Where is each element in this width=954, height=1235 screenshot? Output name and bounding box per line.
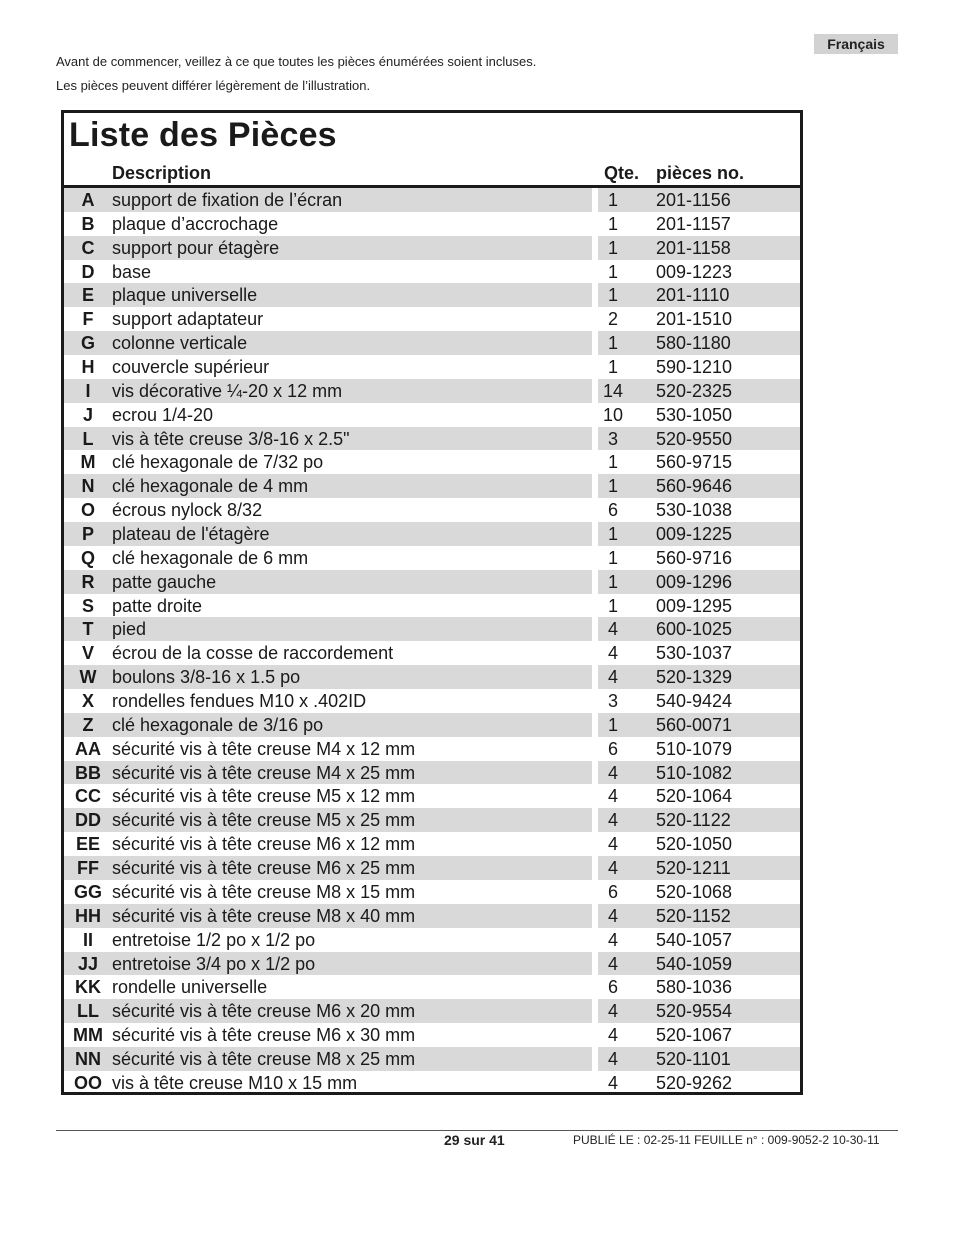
- part-number: 560-0071: [656, 714, 733, 735]
- part-qty: 1: [607, 476, 618, 497]
- part-number: 201-1157: [656, 213, 731, 234]
- part-qty: 4: [607, 619, 618, 640]
- table-row: [64, 808, 800, 832]
- part-qty: 4: [607, 786, 618, 807]
- part-description: sécurité vis à tête creuse M6 x 25 mm: [112, 858, 416, 879]
- table-row: [64, 737, 800, 761]
- part-letter: P: [81, 524, 94, 545]
- part-number: 520-9262: [656, 1072, 733, 1093]
- header-description: Description: [112, 163, 212, 183]
- part-number: 510-1079: [656, 738, 733, 759]
- part-qty: 4: [607, 1025, 618, 1046]
- part-qty: 4: [607, 1072, 618, 1093]
- part-letter: CC: [75, 786, 101, 807]
- table-row: [64, 904, 800, 928]
- table-row: [64, 594, 800, 618]
- part-description: clé hexagonale de 4 mm: [112, 476, 309, 497]
- part-qty: 1: [607, 571, 618, 592]
- table-row: [64, 880, 800, 904]
- part-qty: 1: [607, 357, 618, 378]
- part-description: clé hexagonale de 3/16 po: [112, 714, 324, 735]
- table-row: [64, 355, 800, 379]
- part-number: 201-1156: [656, 190, 731, 210]
- part-description: plaque d’accrochage: [112, 213, 279, 234]
- part-letter: J: [82, 404, 93, 425]
- table-row: [64, 617, 800, 641]
- table-row: [64, 928, 800, 952]
- table-row: [64, 331, 800, 355]
- part-number: 520-1211: [656, 858, 731, 879]
- part-letter: A: [81, 190, 95, 210]
- part-number: 560-9716: [656, 547, 733, 568]
- table-row: [64, 474, 800, 498]
- part-number: 540-9424: [656, 691, 733, 712]
- part-letter: W: [79, 667, 97, 688]
- part-qty: 1: [607, 285, 618, 306]
- footer-divider: [56, 1130, 898, 1131]
- part-letter: O: [80, 500, 95, 521]
- part-qty: 1: [607, 547, 618, 568]
- part-number: 540-1057: [656, 929, 733, 950]
- part-letter: I: [85, 380, 91, 401]
- part-qty: 3: [607, 428, 618, 449]
- part-description: sécurité vis à tête creuse M8 x 40 mm: [112, 905, 416, 926]
- table-row: [64, 856, 800, 880]
- part-qty: 6: [607, 977, 618, 998]
- part-description: sécurité vis à tête creuse M6 x 20 mm: [112, 1001, 416, 1022]
- part-description: vis à tête creuse M10 x 15 mm: [112, 1072, 358, 1093]
- table-row: [64, 522, 800, 546]
- part-qty: 4: [607, 929, 618, 950]
- part-letter: N: [81, 476, 95, 497]
- table-row: [64, 641, 800, 665]
- table-row: [64, 283, 800, 307]
- header-part-no: pièces no.: [656, 163, 745, 183]
- part-letter: C: [81, 237, 95, 258]
- part-letter: JJ: [77, 953, 99, 974]
- part-number: 560-9715: [656, 452, 733, 473]
- part-description: rondelle universelle: [112, 977, 268, 998]
- table-row: [64, 975, 800, 999]
- part-letter: NN: [75, 1048, 101, 1069]
- part-qty: 6: [607, 738, 618, 759]
- part-description: patte droite: [112, 595, 203, 616]
- part-letter: GG: [73, 881, 102, 902]
- part-description: ecrou 1/4-20: [112, 404, 214, 425]
- part-qty: 6: [607, 500, 618, 521]
- part-letter: G: [80, 333, 95, 354]
- part-number: 530-1050: [656, 404, 733, 425]
- parts-list-title: Liste des Pièces: [69, 116, 337, 154]
- part-number: 520-1152: [656, 905, 731, 926]
- part-qty: 1: [607, 213, 618, 234]
- part-qty: 1: [607, 524, 618, 545]
- part-description: entretoise 3/4 po x 1/2 po: [112, 953, 316, 974]
- part-description: sécurité vis à tête creuse M6 x 30 mm: [112, 1025, 416, 1046]
- part-qty: 3: [607, 691, 618, 712]
- part-description: boulons 3/8-16 x 1.5 po: [112, 667, 301, 688]
- part-number: 201-1158: [656, 237, 731, 258]
- part-letter: M: [80, 452, 96, 473]
- part-qty: 4: [607, 810, 618, 831]
- part-letter: BB: [75, 762, 101, 783]
- part-description: vis décorative ¼-20 x 12 mm: [112, 380, 343, 401]
- parts-list-table: [61, 110, 803, 1095]
- part-description: couvercle supérieur: [112, 357, 270, 378]
- table-row: [64, 498, 800, 522]
- part-description: sécurité vis à tête creuse M4 x 12 mm: [112, 738, 416, 759]
- publication-info: PUBLIÉ LE : 02-25-11 FEUILLE n° : 009-9052-2 10-30-11: [573, 1133, 880, 1147]
- part-description: écrous nylock 8/32: [112, 500, 263, 521]
- part-qty: 1: [607, 190, 618, 210]
- part-description: sécurité vis à tête creuse M8 x 25 mm: [112, 1048, 416, 1069]
- part-letter: KK: [75, 977, 101, 998]
- page-number: 29 sur 41: [444, 1132, 505, 1148]
- part-number: 520-1101: [656, 1048, 731, 1069]
- part-description: pied: [112, 619, 147, 640]
- part-number: 530-1038: [656, 500, 733, 521]
- part-number: 520-2325: [656, 380, 733, 401]
- part-number: 520-9554: [656, 1001, 733, 1022]
- part-qty: 1: [607, 452, 618, 473]
- part-number: 520-1050: [656, 834, 733, 855]
- table-row: [64, 570, 800, 594]
- table-row: [64, 665, 800, 689]
- table-row: [64, 260, 800, 284]
- part-description: sécurité vis à tête creuse M5 x 25 mm: [112, 810, 416, 831]
- part-letter: EE: [75, 834, 100, 855]
- parts-rows: [64, 188, 800, 1095]
- part-number: 540-1059: [656, 953, 733, 974]
- part-letter: R: [81, 571, 95, 592]
- part-number: 009-1295: [656, 595, 733, 616]
- part-letter: AA: [75, 738, 101, 759]
- part-description: clé hexagonale de 7/32 po: [112, 452, 324, 473]
- part-qty: 10: [602, 404, 624, 425]
- header-qty: Qte.: [604, 163, 640, 183]
- part-number: 201-1510: [656, 309, 733, 330]
- part-qty: 4: [607, 667, 618, 688]
- part-number: 201-1110: [656, 285, 730, 306]
- part-number: 520-1064: [656, 786, 733, 807]
- part-letter: Z: [82, 714, 94, 735]
- intro-line-1: Avant de commencer, veillez à ce que toutes les pièces énumérées soient incluses.: [56, 54, 537, 69]
- part-qty: 1: [607, 261, 618, 282]
- table-row: [64, 1023, 800, 1047]
- part-letter: LL: [77, 1001, 99, 1022]
- part-number: 530-1037: [656, 643, 733, 664]
- part-number: 600-1025: [656, 619, 733, 640]
- table-row: [64, 427, 800, 451]
- part-letter: L: [82, 428, 94, 449]
- table-row: [64, 450, 800, 474]
- part-qty: 4: [607, 834, 618, 855]
- part-qty: 2: [607, 309, 618, 330]
- part-letter: Q: [80, 547, 95, 568]
- part-qty: 1: [607, 714, 618, 735]
- part-letter: MM: [73, 1025, 103, 1046]
- table-row: [64, 713, 800, 737]
- table-row: [64, 403, 800, 427]
- part-qty: 4: [607, 953, 618, 974]
- part-description: rondelles fendues M10 x .402ID: [112, 691, 367, 712]
- part-qty: 4: [607, 905, 618, 926]
- part-letter: V: [81, 643, 94, 664]
- part-number: 520-1329: [656, 667, 733, 688]
- part-description: entretoise 1/2 po x 1/2 po: [112, 929, 316, 950]
- part-letter: T: [82, 619, 94, 640]
- part-qty: 1: [607, 333, 618, 354]
- part-qty: 4: [607, 1048, 618, 1069]
- part-qty: 14: [602, 380, 624, 401]
- part-description: sécurité vis à tête creuse M6 x 12 mm: [112, 834, 416, 855]
- part-description: écrou de la cosse de raccordement: [112, 643, 394, 664]
- part-number: 560-9646: [656, 476, 733, 497]
- part-description: sécurité vis à tête creuse M4 x 25 mm: [112, 762, 416, 783]
- table-row: [64, 307, 800, 331]
- language-tab: Français: [814, 34, 898, 54]
- table-row: [64, 1071, 800, 1095]
- part-description: clé hexagonale de 6 mm: [112, 547, 309, 568]
- intro-line-2: Les pièces peuvent différer légèrement de l’illustration.: [56, 78, 371, 93]
- part-letter: X: [81, 691, 94, 712]
- part-letter: HH: [75, 905, 101, 926]
- table-row: [64, 761, 800, 785]
- part-number: 009-1223: [656, 261, 733, 282]
- part-qty: 6: [607, 881, 618, 902]
- part-description: base: [112, 261, 152, 282]
- part-description: support adaptateur: [112, 309, 264, 330]
- part-description: sécurité vis à tête creuse M8 x 15 mm: [112, 881, 416, 902]
- part-number: 590-1210: [656, 357, 733, 378]
- part-qty: 1: [607, 595, 618, 616]
- table-row: [64, 188, 800, 212]
- part-description: patte gauche: [112, 571, 217, 592]
- part-letter: E: [81, 285, 94, 306]
- table-row: [64, 832, 800, 856]
- part-letter: B: [81, 213, 95, 234]
- table-row: [64, 1047, 800, 1071]
- part-qty: 4: [607, 1001, 618, 1022]
- part-number: 510-1082: [656, 762, 733, 783]
- part-letter: D: [81, 261, 95, 282]
- part-qty: 4: [607, 858, 618, 879]
- part-description: support pour étagère: [112, 237, 280, 258]
- table-row: [64, 379, 800, 403]
- part-description: vis à tête creuse 3/8-16 x 2.5": [112, 428, 350, 449]
- part-number: 580-1036: [656, 977, 733, 998]
- table-row: [64, 546, 800, 570]
- part-qty: 4: [607, 762, 618, 783]
- part-letter: II: [82, 929, 93, 950]
- part-description: support de fixation de l’écran: [112, 190, 343, 210]
- table-row: [64, 212, 800, 236]
- part-number: 009-1225: [656, 524, 733, 545]
- table-row: [64, 784, 800, 808]
- part-description: colonne verticale: [112, 333, 248, 354]
- part-number: 009-1296: [656, 571, 733, 592]
- part-description: plateau de l'étagère: [112, 524, 270, 545]
- table-row: [64, 999, 800, 1023]
- table-row: [64, 952, 800, 976]
- part-letter: H: [81, 357, 95, 378]
- part-letter: F: [82, 309, 94, 330]
- part-number: 520-1122: [656, 810, 731, 831]
- part-description: plaque universelle: [112, 285, 258, 306]
- part-letter: S: [81, 595, 94, 616]
- part-qty: 4: [607, 643, 618, 664]
- part-number: 520-9550: [656, 428, 733, 449]
- table-row: [64, 689, 800, 713]
- part-letter: OO: [73, 1072, 102, 1093]
- part-number: 520-1067: [656, 1025, 733, 1046]
- part-number: 520-1068: [656, 881, 733, 902]
- part-letter: FF: [77, 858, 99, 879]
- part-description: sécurité vis à tête creuse M5 x 12 mm: [112, 786, 416, 807]
- part-number: 580-1180: [656, 333, 731, 354]
- part-qty: 1: [607, 237, 618, 258]
- part-letter: DD: [75, 810, 101, 831]
- table-row: [64, 236, 800, 260]
